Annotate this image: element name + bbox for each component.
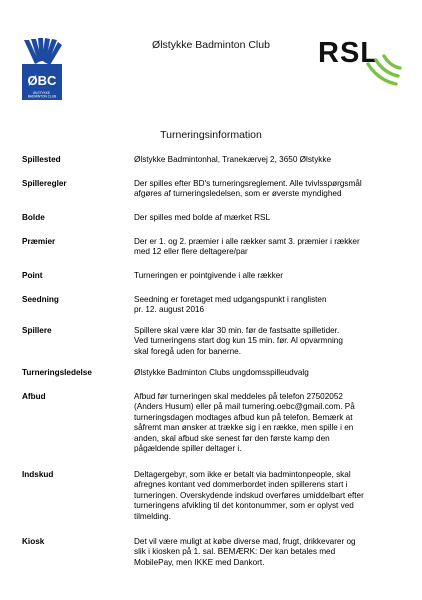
info-row-spilleregler	[22, 179, 412, 200]
value-line: såfremt man ønsker at trække sig i en række, men spille i en	[134, 423, 354, 433]
info-row-seedning	[22, 295, 412, 316]
row-value	[134, 537, 410, 568]
info-row-spillere	[22, 326, 412, 357]
row-label: Indskud	[22, 470, 54, 479]
obc-logo-subtext: ØLSTYKKE BADMINTON CLUB	[27, 91, 57, 99]
value-line: MobilePay, men IKKE med Dankort.	[134, 557, 265, 567]
row-value	[134, 470, 410, 522]
value-line: skal foregå uden for banerne.	[134, 346, 241, 356]
document-title: Turneringsinformation	[160, 129, 262, 141]
info-row-praemier	[22, 237, 412, 258]
value-line: Ølstykke Badminton Clubs ungdomsspilleudvalg	[134, 368, 309, 377]
row-value	[134, 392, 410, 454]
row-value	[134, 237, 410, 258]
info-row-afbud	[22, 392, 412, 454]
row-label: Afbud	[22, 392, 46, 401]
value-line: Turneringen er pointgivende i alle rækker	[134, 271, 283, 280]
value-line: slik i kiosken på 1. sal. BEMÆRK: Der kan betales med	[134, 547, 336, 557]
info-row-kiosk	[22, 537, 412, 568]
value-line: Der spilles med bolde af mærket RSL	[134, 213, 271, 222]
info-row-point	[22, 271, 412, 281]
row-label: Point	[22, 271, 43, 280]
value-line: afregnes kontant ved dommerbordet inden spillerens start i	[134, 480, 348, 490]
rsl-logo-text: RSL	[318, 37, 379, 69]
info-row-indskud	[22, 470, 412, 522]
row-label: Præmier	[22, 237, 56, 246]
value-line: turneringens afvikling til det kontonummer, som er oplyst ved	[134, 501, 354, 511]
row-value	[134, 155, 410, 165]
rsl-logo	[318, 36, 402, 88]
value-line: Seedning er foretaget med udgangspunkt i ranglisten	[134, 295, 327, 304]
row-value	[134, 326, 410, 357]
value-line: Ved turneringens start dog kun 15 min. før. Al opvarmning	[134, 336, 343, 346]
info-row-spillested	[22, 155, 412, 165]
value-line: turneringsdagen modtages afbud kun på telefon. Bemærk at	[134, 412, 353, 422]
value-line: Afbud før turneringen skal meddeles på telefon 27502052	[134, 392, 343, 401]
value-line: pr. 12. august 2016	[134, 305, 205, 315]
info-row-turneringsledelse	[22, 368, 412, 378]
row-value	[134, 179, 410, 200]
value-line: Der er 1. og 2. præmier i alle rækker samt 3. præmier i rækker	[134, 237, 360, 246]
value-line: med 12 eller flere deltagere/par	[134, 247, 248, 257]
row-label: Spilleregler	[22, 179, 67, 188]
row-label: Turneringsledelse	[22, 368, 92, 377]
value-line: Spillere skal være klar 30 min. før de fastsatte spilletider.	[134, 326, 340, 335]
value-line: Der spilles efter BD's turneringsreglement. Alle tvivlsspørgsmål	[134, 179, 362, 188]
row-value	[134, 213, 410, 223]
value-line: turneringen. Overskydende indskud overføres umiddelbart efter	[134, 490, 364, 500]
row-value	[134, 368, 410, 378]
value-line: afgøres af turneringsledelsen, som er øverste myndighed	[134, 189, 342, 199]
row-label: Spillere	[22, 326, 52, 335]
info-row-bolde	[22, 213, 412, 223]
row-label: Seedning	[22, 295, 59, 304]
value-line: (Anders Husum) eller på mail turnering.oebc@gmail.com. På	[134, 402, 355, 412]
obc-logo-text: ØBC	[27, 73, 57, 88]
value-line: Det vil være muligt at købe diverse mad, frugt, drikkevarer og	[134, 537, 356, 546]
value-line: Ølstykke Badmintonhal, Tranekærvej 2, 3650 Ølstykke	[134, 155, 332, 164]
value-line: anden, skal afbud ske senest før den første kamp den	[134, 433, 330, 443]
row-value	[134, 295, 410, 316]
row-label: Kiosk	[22, 537, 45, 546]
row-label: Spillested	[22, 155, 61, 164]
value-line: tilmelding.	[134, 511, 171, 521]
row-value	[134, 271, 410, 281]
value-line: pågældende spiller deltager i.	[134, 444, 242, 454]
row-label: Bolde	[22, 213, 45, 222]
value-line: Deltagergebyr, som ikke er betalt via badmintonpeople, skal	[134, 470, 351, 479]
club-name: Ølstykke Badminton Club	[152, 39, 270, 51]
